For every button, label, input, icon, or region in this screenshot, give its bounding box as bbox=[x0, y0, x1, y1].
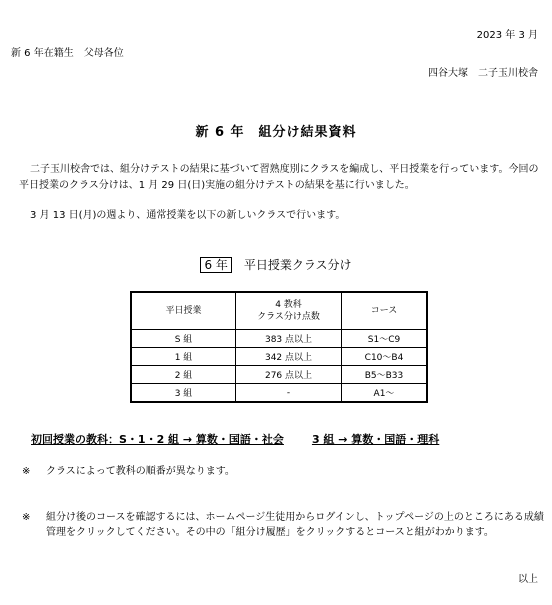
class-cell: S 組 bbox=[131, 330, 236, 348]
intro-paragraph: 二子玉川校舎では、組分けテストの結果に基づいて習熟度別にクラスを編成し、平日授業を行っています。今回の平日授業のクラス分けは、1 月 29 日(日)実施の組分けテストの結果を基に行いました。 bbox=[19, 164, 539, 191]
score-cell: 342 点以上 bbox=[236, 348, 342, 366]
table-row bbox=[131, 348, 427, 366]
course-cell: C10～B4 bbox=[342, 348, 428, 366]
recipient-line: 新 6 年在籍生 父母各位 bbox=[11, 48, 124, 59]
schedule-paragraph: 3 月 13 日(月)の週より、通常授業を以下の新しいクラスで行います。 bbox=[30, 210, 346, 221]
note-mark: ※ bbox=[22, 466, 31, 477]
table-row bbox=[131, 330, 427, 348]
closing-mark: 以上 bbox=[518, 574, 538, 585]
header-class: 平日授業 bbox=[131, 292, 236, 330]
score-cell: 383 点以上 bbox=[236, 330, 342, 348]
class-cell: 2 組 bbox=[131, 366, 236, 384]
header-score: 4 教科 クラス分け点数 bbox=[236, 292, 342, 330]
class-section-title bbox=[0, 256, 552, 273]
subjects-group-b: 3 組 → 算数・国語・理科 bbox=[311, 433, 440, 446]
first-class-subjects bbox=[31, 431, 439, 447]
note-text: 組分け後のコースを確認するには、ホームページ生徒用からログインし、トップページの上のところにある成績管理をクリックしてください。その中の「組分け履歴」をクリックするとコースと組がわかります。 bbox=[46, 512, 544, 538]
class-section-heading: 平日授業クラス分け bbox=[243, 258, 352, 272]
header-course: コース bbox=[342, 292, 428, 330]
class-cell: 1 組 bbox=[131, 348, 236, 366]
class-cell: 3 組 bbox=[131, 384, 236, 403]
subjects-group-a: 初回授業の教科：S・1・2 組 → 算数・国語・社会 bbox=[31, 433, 284, 446]
table-header-row bbox=[131, 292, 427, 330]
table-row bbox=[131, 384, 427, 403]
note-text: クラスによって教科の順番が異なります。 bbox=[46, 466, 235, 477]
document-title: 新 6 年 組分け結果資料 bbox=[195, 125, 357, 140]
document-date: 2023 年 3 月 bbox=[476, 30, 538, 41]
course-cell: B5～B33 bbox=[342, 366, 428, 384]
score-cell: 276 点以上 bbox=[236, 366, 342, 384]
course-cell: A1～ bbox=[342, 384, 428, 403]
class-table bbox=[130, 291, 428, 403]
score-cell: - bbox=[236, 384, 342, 403]
note-mark: ※ bbox=[22, 512, 31, 523]
grade-label: 6 年 bbox=[200, 257, 231, 273]
table-row bbox=[131, 366, 427, 384]
school-name: 四谷大塚 二子玉川校舎 bbox=[428, 68, 538, 79]
course-cell: S1～C9 bbox=[342, 330, 428, 348]
